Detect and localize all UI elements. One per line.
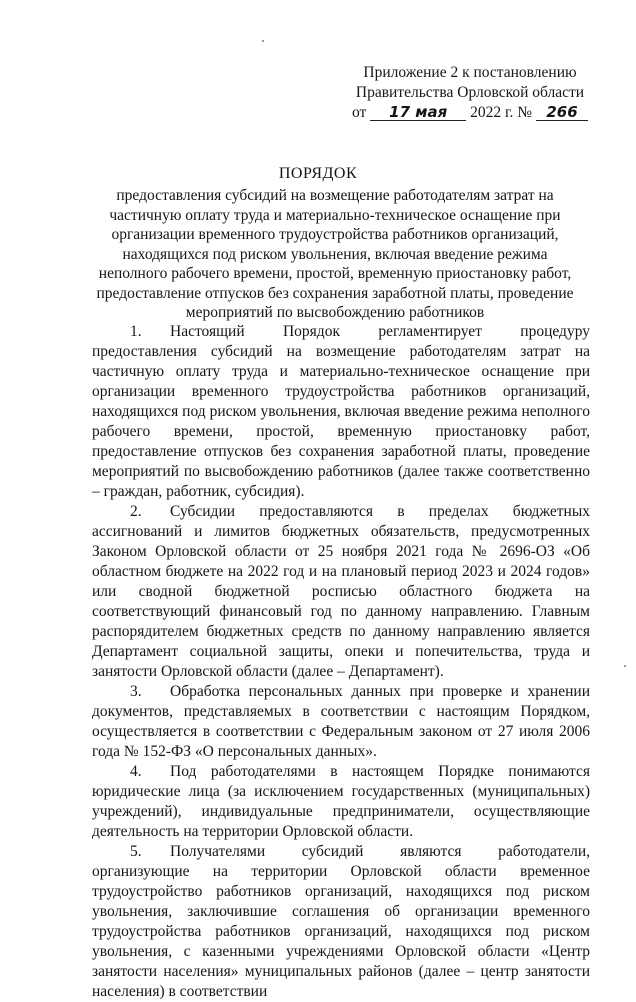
paragraph-number: 2.: [130, 503, 142, 520]
handwritten-number: 266: [536, 104, 588, 121]
document-body: [92, 322, 590, 1002]
paragraph: [92, 842, 590, 1002]
paragraph-text: Субсидии предоставляются в пределах бюджетных ассигнований и лимитов бюджетных обязательств, предусмотренных Законом Орловской области от 25 ноября 2021 года № 2696-ОЗ «Об областном бюджете на 2022 год и на плановый период 2023 и 2024 годов» или сводной бюджетной росписью областного бюджета на соответствующий финансовый год по данному направлению. Главным распорядителем бюджетных средств по данному направлению является Департамент социальной защиты, опеки и попечительства, труда и занятости Орловской области (далее – Департамент).: [92, 503, 590, 680]
paragraph: [92, 322, 590, 502]
appendix-block: [340, 63, 600, 123]
year-number-label: 2022 г. №: [470, 104, 533, 121]
paragraph: [92, 682, 590, 762]
from-label: от: [352, 104, 367, 121]
appendix-line-2: Правительства Орловской области: [355, 84, 585, 101]
paragraph: [92, 762, 590, 842]
handwritten-date: 17 мая: [370, 104, 466, 121]
scan-speck: [624, 665, 626, 667]
paragraph-number: 5.: [130, 843, 142, 860]
document-subtitle: предоставления субсидий на возмещение работодателям затрат на частичную оплату труда и материально-техническое оснащение при организации временного трудоустройства работников организаций, находящихся под риском увольнения, включая введение режима неполного рабочего времени, простой, временную приостановку работ, предоставление отпусков без сохранения заработной платы, проведение мероприятий по высвобождению работников: [96, 187, 574, 321]
paragraph: [92, 502, 590, 682]
paragraph-text: Получателями субсидий являются работодатели, организующие на территории Орловской области временное трудоустройство работников организаций, находящихся под риском увольнения, заключившие соглашения об организации временного трудоустройства работников организаций, находящихся под риском увольнения, с казенными учреждениями Орловской области «Центр занятости населения» муниципальных районов (далее – центр занятости населения) в соответствии: [92, 843, 590, 1000]
paragraph-number: 1.: [130, 323, 142, 340]
appendix-line-3: [340, 103, 600, 123]
document-title: ПОРЯДОК: [278, 165, 358, 182]
paragraph-text: Настоящий Порядок регламентирует процедуру предоставления субсидий на возмещение работодателям затрат на частичную оплату труда и материально-техническое оснащение при организации временного трудоустройства работников организаций, находящихся под риском увольнения, включая введение режима неполного рабочего времени, простой, временную приостановку работ, предоставление отпусков без сохранения заработной платы, проведение мероприятий по высвобождению работников (далее также соответственно – граждан, работник, субсидия).: [92, 323, 590, 500]
paragraph-number: 4.: [130, 763, 142, 780]
scan-speck: [262, 40, 264, 42]
paragraph-text: Обработка персональных данных при проверке и хранении документов, представляемых в соответствии с настоящим Порядком, осуществляется в соответствии с Федеральным законом от 27 июля 2006 года № 152-ФЗ «О персональных данных».: [92, 683, 590, 760]
paragraph-number: 3.: [130, 683, 142, 700]
paragraph-text: Под работодателями в настоящем Порядке понимаются юридические лица (за исключением государственных (муниципальных) учреждений), индивидуальные предприниматели, осуществляющие деятельность на территории Орловской области.: [92, 763, 590, 840]
appendix-line-1: Приложение 2 к постановлению: [363, 64, 577, 81]
